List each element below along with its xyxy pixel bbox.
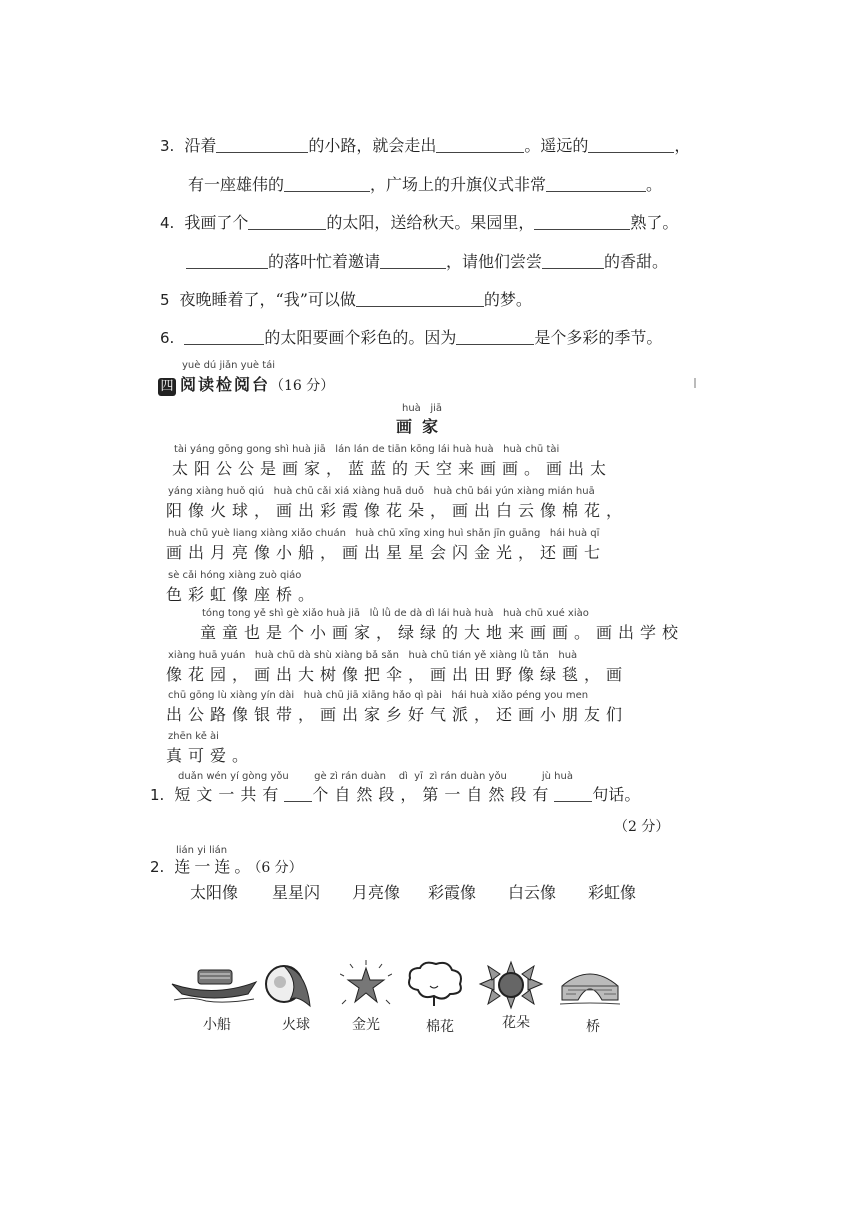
question-number: 3. <box>160 137 175 155</box>
reading-question-1: 1. 短文一共有 个自然段，第一自然段有 句话。 <box>150 785 641 804</box>
question-4-line2: 的落叶忙着邀请 ，请他们尝尝 的香甜。 <box>186 252 668 272</box>
passage-text-line: 真可爱。 <box>166 746 255 765</box>
question-number: 6. <box>160 329 175 347</box>
q1-score: （2 分） <box>614 819 670 835</box>
boat-picture-icon[interactable] <box>170 966 258 1006</box>
question-5: 5 夜晚睡着了，“我”可以做 的梦。 <box>160 290 532 309</box>
answer-blank[interactable] <box>284 785 312 802</box>
picture-caption: 火球 <box>282 1017 310 1033</box>
fireball-picture-icon[interactable] <box>260 960 314 1012</box>
section-number-badge: 四 <box>158 378 176 396</box>
passage-title-pinyin: huà jiā <box>401 403 443 414</box>
q2-pinyin: lián yi lián <box>176 845 228 856</box>
picture-caption: 棉花 <box>426 1019 454 1035</box>
question-3-line2: 有一座雄伟的 ，广场上的升旗仪式非常 。 <box>188 175 663 194</box>
match-option[interactable]: 星星闪 <box>272 883 321 902</box>
match-option[interactable]: 彩虹像 <box>588 883 637 902</box>
question-number: 2. <box>150 858 165 876</box>
passage-text-line: 像花园，画出大树像把伞，画出田野像绿毯，画 <box>166 665 629 684</box>
answer-blank[interactable] <box>356 290 484 307</box>
answer-blank[interactable] <box>436 136 524 153</box>
answer-blank[interactable] <box>542 252 604 269</box>
answer-blank[interactable] <box>546 175 646 192</box>
picture-caption: 小船 <box>203 1017 231 1033</box>
passage-pinyin-line: chū gōng lù xiàng yín dài huà chū jiā xiāng hǎo qì pài hái huà xiǎo péng you men <box>168 690 589 701</box>
answer-blank[interactable] <box>554 785 592 802</box>
question-4-line1: 4. 我画了个 的太阳，送给秋天。果园里， 熟了。 <box>160 213 679 232</box>
match-option[interactable]: 月亮像 <box>352 883 401 902</box>
passage-pinyin-line: yáng xiàng huǒ qiú huà chū cǎi xiá xiàng huā duǒ huà chū bái yún xiàng mián huā <box>168 486 595 497</box>
question-number: 5 <box>160 291 170 309</box>
picture-caption: 桥 <box>586 1019 600 1035</box>
answer-blank[interactable] <box>284 175 370 192</box>
picture-caption: 花朵 <box>502 1015 530 1031</box>
question-number: 1. <box>150 786 165 804</box>
picture-caption: 金光 <box>352 1017 380 1033</box>
match-option[interactable]: 太阳像 <box>190 883 239 902</box>
passage-title <box>392 403 452 437</box>
passage-text-line: 童童也是个小画家，绿绿的大地来画画。画出学校 <box>200 623 685 642</box>
golden-light-star-icon[interactable] <box>340 960 392 1008</box>
question-3-line1: 3. 沿着 的小路，就会走出 。遥远的 ， <box>160 136 691 155</box>
section-4-heading <box>158 360 335 396</box>
passage-text-line: 色彩虹像座桥。 <box>166 585 321 604</box>
section-4-score: （16 分） <box>270 378 335 394</box>
passage-text-line: 画出月亮像小船，画出星星会闪金光，还画七 <box>166 543 607 562</box>
answer-blank[interactable] <box>380 252 446 269</box>
passage-pinyin-line: huà chū yuè liang xiàng xiǎo chuán huà chū xīng xing huì shǎn jīn guāng hái huà qī <box>168 528 600 539</box>
passage-pinyin-line: tài yáng gōng gong shì huà jiā lán lán de tiān kōng lái huà huà huà chū tài <box>174 444 560 455</box>
question-6: 6. 的太阳要画个彩色的。因为 是个多彩的季节。 <box>160 328 663 347</box>
q1-pinyin: duǎn wén yí gòng yǒu gè zì rán duàn dì yī zì rán duàn yǒu jù huà <box>178 771 573 782</box>
bridge-picture-icon[interactable] <box>560 964 620 1008</box>
passage-title-text: 画家 <box>395 417 448 436</box>
reading-question-2: 2. 连一连。（6 分） <box>150 857 303 876</box>
passage-pinyin-line: xiàng huā yuán huà chū dà shù xiàng bǎ sǎn huà chū tián yě xiàng lǜ tǎn huà <box>168 650 578 661</box>
cotton-picture-icon[interactable] <box>404 960 466 1006</box>
match-option[interactable]: 彩霞像 <box>428 883 477 902</box>
passage-pinyin-line: zhēn kě ài <box>168 731 219 742</box>
question-number: 4. <box>160 214 175 232</box>
answer-blank[interactable] <box>534 213 630 230</box>
answer-blank[interactable] <box>186 252 268 269</box>
match-option[interactable]: 白云像 <box>508 883 557 902</box>
passage-pinyin-line: tóng tong yě shì gè xiǎo huà jiā lǜ lǜ de dà dì lái huà huà huà chū xué xiào <box>202 608 589 619</box>
answer-blank[interactable] <box>248 213 326 230</box>
passage-text-line: 太阳公公是画家，蓝蓝的天空来画画。画出太 <box>172 459 613 478</box>
passage-text-line: 出公路像银带，画出家乡好气派，还画小朋友们 <box>166 705 629 724</box>
answer-blank[interactable] <box>588 136 674 153</box>
section-4-pinyin: yuè dú jiǎn yuè tái <box>182 360 276 371</box>
passage-text-line: 阳像火球，画出彩霞像花朵，画出白云像棉花， <box>166 501 629 520</box>
scan-edge-mark <box>694 378 696 388</box>
section-4-title: 阅读检阅台 <box>180 375 271 394</box>
flower-picture-icon[interactable] <box>478 960 544 1010</box>
answer-blank[interactable] <box>184 328 264 345</box>
passage-pinyin-line: sè cǎi hóng xiàng zuò qiáo <box>168 570 302 581</box>
answer-blank[interactable] <box>456 328 534 345</box>
answer-blank[interactable] <box>216 136 308 153</box>
